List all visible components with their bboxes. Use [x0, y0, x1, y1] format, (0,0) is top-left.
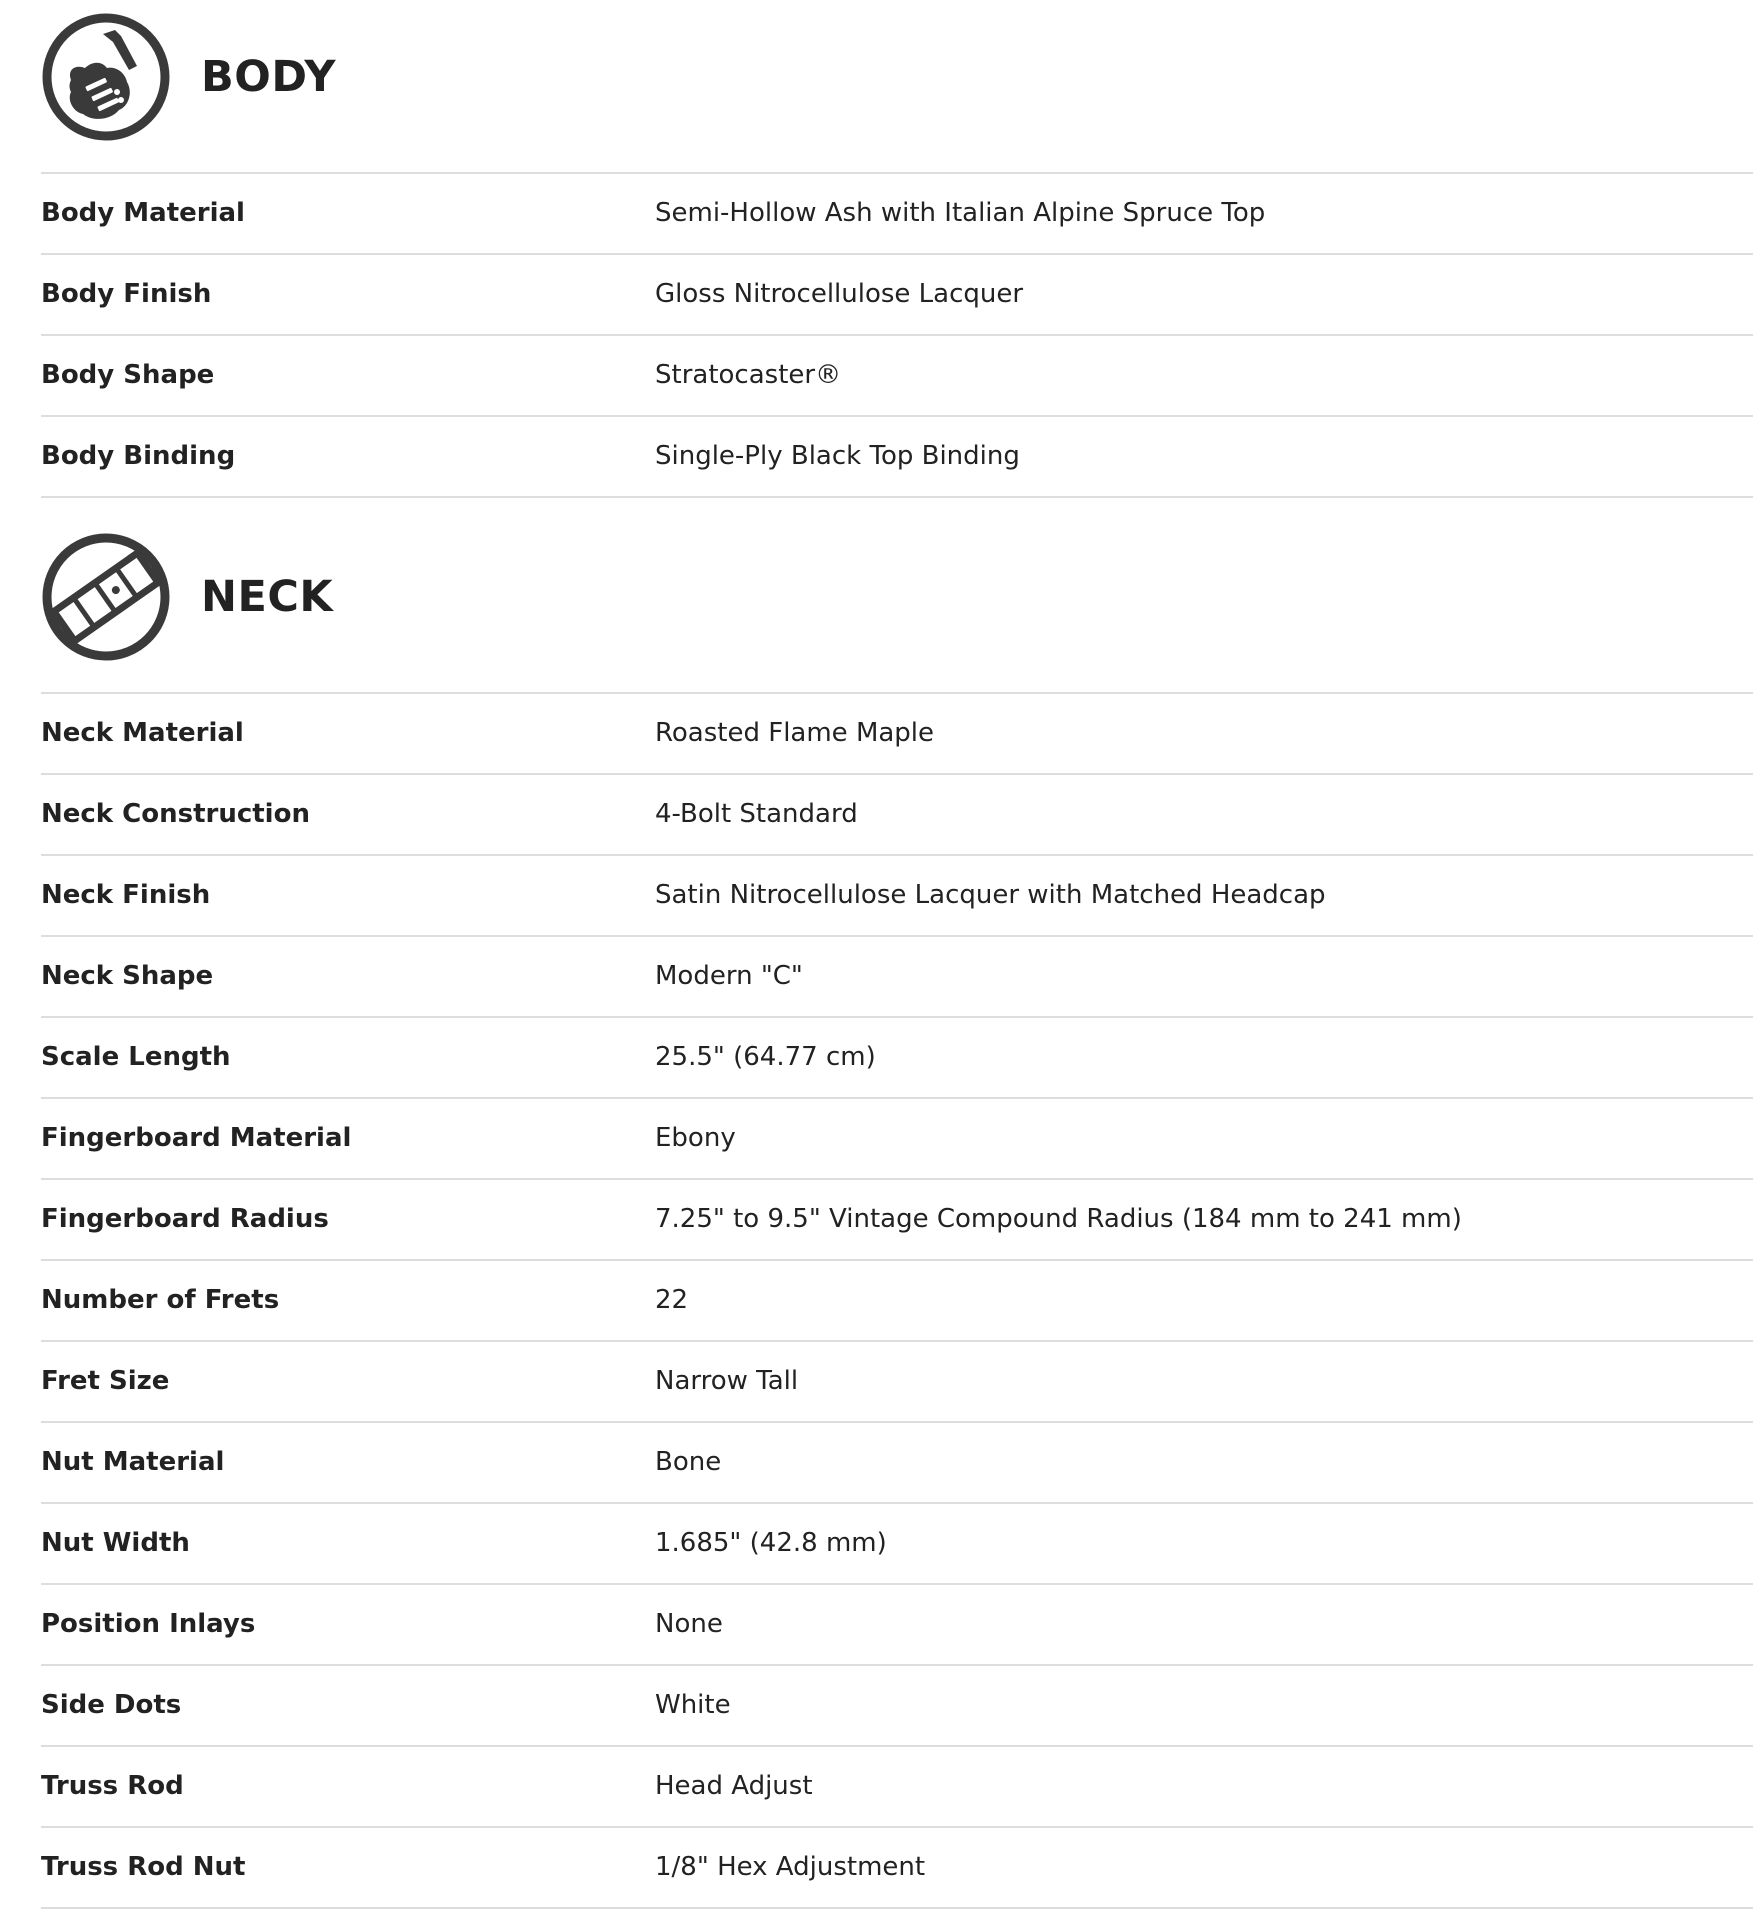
spec-label: Side Dots	[41, 1690, 182, 1720]
spec-label: Neck Shape	[41, 961, 214, 991]
spec-label: Nut Width	[41, 1528, 190, 1558]
spec-label: Fingerboard Material	[41, 1123, 352, 1153]
spec-value: Head Adjust	[655, 1771, 813, 1801]
spec-label: Nut Material	[41, 1447, 225, 1477]
spec-value: 1/8" Hex Adjustment	[655, 1852, 926, 1882]
spec-label: Neck Finish	[41, 880, 211, 910]
spec-value: Roasted Flame Maple	[655, 718, 935, 748]
spec-row	[41, 1502, 1753, 1583]
spec-row	[41, 1745, 1753, 1826]
guitar-neck-icon	[41, 532, 171, 662]
spec-label: Neck Construction	[41, 799, 310, 829]
spec-value: Narrow Tall	[655, 1366, 799, 1396]
spec-row	[41, 1016, 1753, 1097]
spec-label: Body Shape	[41, 360, 215, 390]
spec-value: 22	[655, 1285, 689, 1315]
spec-label: Fingerboard Radius	[41, 1204, 329, 1234]
spec-row	[41, 935, 1753, 1016]
spec-table-body	[41, 172, 1753, 498]
spec-label: Truss Rod Nut	[41, 1852, 246, 1882]
spec-value: Semi-Hollow Ash with Italian Alpine Spruce Top	[655, 198, 1266, 228]
spec-value: Ebony	[655, 1123, 736, 1153]
spec-value: 1.685" (42.8 mm)	[655, 1528, 887, 1558]
spec-row	[41, 1583, 1753, 1664]
spec-row	[41, 1664, 1753, 1745]
spec-row	[41, 1178, 1753, 1259]
spec-label: Body Material	[41, 198, 245, 228]
spec-row	[41, 854, 1753, 935]
spec-row	[41, 334, 1753, 415]
spec-value: White	[655, 1690, 731, 1720]
spec-row	[41, 253, 1753, 334]
spec-value: 7.25" to 9.5" Vintage Compound Radius (184 mm to 241 mm)	[655, 1204, 1462, 1234]
spec-row	[41, 1340, 1753, 1421]
spec-row	[41, 1421, 1753, 1502]
spec-label: Position Inlays	[41, 1609, 256, 1639]
spec-row	[41, 172, 1753, 253]
spec-value: Satin Nitrocellulose Lacquer with Matched Headcap	[655, 880, 1326, 910]
section-header-body	[41, 12, 1753, 184]
guitar-body-icon	[41, 12, 171, 142]
section-header-neck	[41, 532, 1753, 704]
spec-value: Bone	[655, 1447, 722, 1477]
spec-label: Fret Size	[41, 1366, 170, 1396]
spec-label: Neck Material	[41, 718, 244, 748]
spec-label: Body Finish	[41, 279, 212, 309]
spec-row	[41, 415, 1753, 498]
spec-value: 25.5" (64.77 cm)	[655, 1042, 876, 1072]
spec-value: Modern "C"	[655, 961, 803, 991]
spec-label: Scale Length	[41, 1042, 231, 1072]
section-title-neck: NECK	[201, 572, 334, 622]
spec-row	[41, 1097, 1753, 1178]
section-title-body: BODY	[201, 52, 337, 102]
spec-row	[41, 1259, 1753, 1340]
spec-value: Stratocaster®	[655, 360, 842, 390]
spec-table-neck	[41, 692, 1753, 1909]
spec-label: Body Binding	[41, 441, 236, 471]
spec-label: Truss Rod	[41, 1771, 184, 1801]
spec-value: 4-Bolt Standard	[655, 799, 858, 829]
spec-value: Gloss Nitrocellulose Lacquer	[655, 279, 1024, 309]
spec-row	[41, 1826, 1753, 1909]
spec-row	[41, 773, 1753, 854]
spec-label: Number of Frets	[41, 1285, 280, 1315]
spec-row	[41, 692, 1753, 773]
spec-value: Single-Ply Black Top Binding	[655, 441, 1020, 471]
spec-value: None	[655, 1609, 723, 1639]
